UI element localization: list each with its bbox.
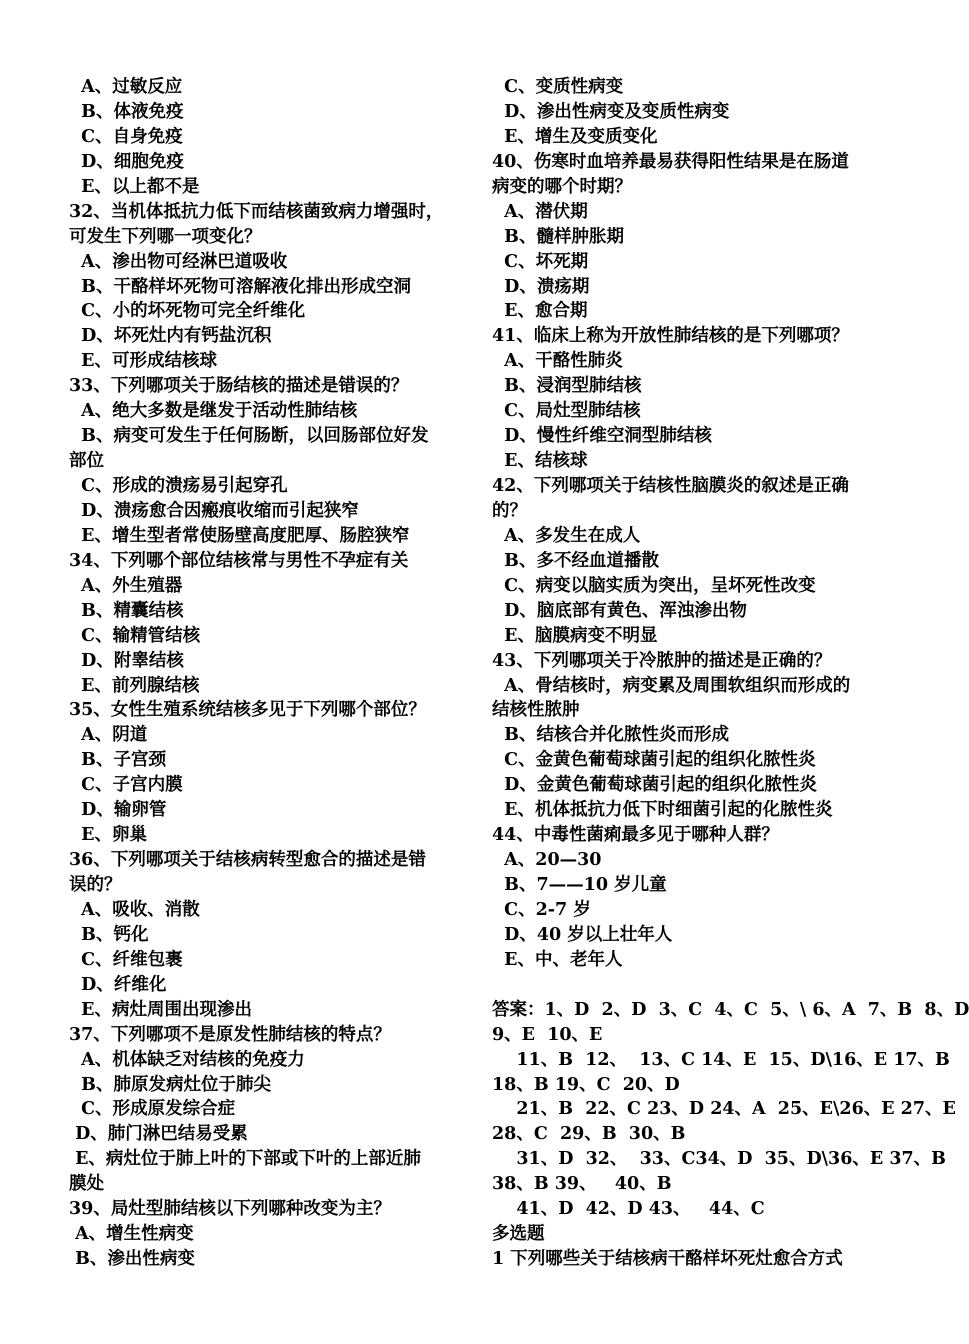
right-line: 31、D 32、 33、C34、D 35、D\36、E 37、B	[492, 1149, 946, 1170]
left-line: C、子宫内膜	[69, 775, 183, 796]
left-line: A、绝大多数是继发于活动性肺结核	[69, 401, 358, 422]
right-line: B、髓样肿胀期	[492, 226, 624, 247]
right-line: A、20—30	[492, 850, 602, 871]
right-line: C、变质性病变	[492, 77, 624, 97]
left-line: E、病灶周围出现渗出	[69, 999, 253, 1020]
left-line: B、精囊结核	[69, 600, 184, 621]
right-line: D、金黄色葡萄球菌引起的组织化脓性炎	[492, 775, 817, 796]
right-line: 的？	[492, 500, 527, 521]
right-line: D、40 岁以上壮年人	[492, 924, 673, 945]
right-line: E、结核球	[492, 451, 588, 472]
right-line: B、多不经血道播散	[492, 550, 659, 571]
left-line: A、阴道	[69, 725, 148, 746]
left-line: D、坏死灶内有钙盐沉积	[69, 326, 272, 347]
left-line: 膜处	[69, 1174, 104, 1195]
left-line: 36、下列哪项关于结核病转型愈合的描述是错	[69, 850, 426, 871]
right-line: 44、中毒性菌痢最多见于哪种人群？	[492, 825, 779, 846]
right-line: 病变的哪个时期？	[492, 176, 632, 197]
right-line: E、脑膜病变不明显	[492, 625, 658, 646]
right-line: D、溃疡期	[492, 276, 590, 297]
left-line: B、子宫颈	[69, 750, 166, 771]
right-line	[492, 973, 888, 998]
right-line: 43、下列哪项关于冷脓肿的描述是正确的？	[492, 650, 832, 671]
left-line: 可发生下列哪一项变化？	[69, 226, 262, 247]
left-line: 34、下列哪个部位结核常与男性不孕症有关	[69, 550, 409, 571]
left-line: B、病变可发生于任何肠断，以回肠部位好发	[69, 426, 429, 447]
left-line: D、溃疡愈合因瘢痕收缩而引起狭窄	[69, 500, 359, 521]
right-line: 多选题	[492, 1224, 545, 1245]
left-line: E、增生型者常使肠壁高度肥厚、肠腔狭窄	[69, 525, 410, 546]
left-line: C、输精管结核	[69, 625, 201, 646]
left-line: 35、女性生殖系统结核多见于下列哪个部位？	[69, 700, 426, 721]
left-line: E、可形成结核球	[69, 351, 218, 372]
right-line: A、干酪性肺炎	[492, 351, 623, 372]
right-line: A、骨结核时，病变累及周围软组织而形成的	[492, 675, 851, 696]
right-line: 40、伤寒时血培养最易获得阳性结果是在肠道	[492, 151, 849, 172]
right-line: 11、B 12、 13、C 14、E 15、D\16、E 17、B	[492, 1049, 950, 1070]
right-line: D、渗出性病变及变质性病变	[492, 101, 730, 122]
left-line: C、小的坏死物可完全纤维化	[69, 301, 306, 322]
left-line: C、纤维包裹	[69, 949, 183, 970]
left-line: B、钙化	[69, 924, 149, 945]
left-line: D、纤维化	[69, 974, 167, 995]
left-line: B、渗出性病变	[69, 1249, 195, 1270]
left-line: 部位	[69, 451, 104, 472]
right-line: 42、下列哪项关于结核性脑膜炎的叙述是正确	[492, 476, 849, 496]
right-line: B、结核合并化脓性炎而形成	[492, 725, 729, 746]
right-line: E、愈合期	[492, 301, 588, 322]
right-line: C、金黄色葡萄球菌引起的组织化脓性炎	[492, 750, 816, 771]
left-line: B、干酪样坏死物可溶解液化排出形成空洞	[69, 276, 411, 297]
right-line: D、脑底部有黄色、浑浊渗出物	[492, 600, 747, 621]
left-line: 误的？	[69, 875, 122, 895]
left-line: A、外生殖器	[69, 575, 183, 596]
left-line: A、吸收、消散	[69, 899, 200, 920]
right-line: C、病变以脑实质为突出，呈坏死性改变	[492, 575, 816, 596]
right-line: E、机体抵抗力低下时细菌引起的化脓性炎	[492, 800, 833, 821]
right-line: 38、B 39、 40、B	[492, 1174, 672, 1195]
right-line: E、增生及变质变化	[492, 126, 658, 147]
left-line: E、病灶位于肺上叶的下部或下叶的上部近肺	[69, 1149, 421, 1170]
right-line: B、浸润型肺结核	[492, 376, 642, 397]
right-line: 28、C 29、B 30、B	[492, 1124, 686, 1145]
left-line: B、体液免疫	[69, 101, 184, 122]
left-line: D、细胞免疫	[69, 151, 184, 172]
right-line: 9、E 10、E	[492, 1024, 603, 1045]
left-column	[69, 75, 469, 1272]
right-line: C、坏死期	[492, 251, 589, 272]
right-line: A、多发生在成人	[492, 525, 641, 546]
left-line: A、机体缺乏对结核的免疫力	[69, 1049, 305, 1070]
right-line: 1 下列哪些关于结核病干酪样坏死灶愈合方式	[492, 1249, 843, 1270]
right-line: 21、B 22、C 23、D 24、A 25、E\26、E 27、E	[492, 1099, 956, 1120]
left-line: E、前列腺结核	[69, 675, 200, 696]
left-line: C、形成的溃疡易引起穿孔	[69, 476, 288, 496]
left-line: C、自身免疫	[69, 126, 183, 147]
right-line: B、7——10 岁儿童	[492, 875, 667, 895]
right-line: A、潜伏期	[492, 201, 588, 222]
left-line: 33、下列哪项关于肠结核的描述是错误的？	[69, 376, 409, 397]
left-line: A、增生性病变	[69, 1224, 194, 1245]
left-line: A、渗出物可经淋巴道吸收	[69, 251, 288, 272]
right-line: E、中、老年人	[492, 949, 623, 970]
left-line: B、肺原发病灶位于肺尖	[69, 1074, 271, 1095]
left-line: 39、局灶型肺结核以下列哪种改变为主？	[69, 1199, 391, 1220]
left-line: D、附睾结核	[69, 650, 184, 671]
right-line: C、2-7 岁	[492, 899, 591, 920]
right-line: 18、B 19、C 20、D	[492, 1074, 680, 1095]
left-line: D、肺门淋巴结易受累	[69, 1124, 248, 1145]
left-line: E、卵巢	[69, 825, 148, 846]
right-line: 41、D 42、D 43、 44、C	[492, 1199, 765, 1220]
right-line: C、局灶型肺结核	[492, 401, 641, 422]
left-line: A、过敏反应	[69, 77, 183, 97]
right-line: D、慢性纤维空洞型肺结核	[492, 426, 712, 447]
left-line: 32、当机体抵抗力低下而结核菌致病力增强时，	[69, 201, 444, 222]
right-column	[492, 75, 969, 1272]
left-line: E、以上都不是	[69, 176, 200, 197]
left-line: D、输卵管	[69, 800, 167, 821]
right-line: 答案：1、D 2、D 3、C 4、C 5、\ 6、A 7、B 8、D	[492, 999, 969, 1020]
right-line: 结核性脓肿	[492, 700, 580, 721]
left-line: C、形成原发综合症	[69, 1099, 236, 1120]
right-line: 41、临床上称为开放性肺结核的是下列哪项？	[492, 326, 849, 347]
left-line: 37、下列哪项不是原发性肺结核的特点？	[69, 1024, 391, 1045]
